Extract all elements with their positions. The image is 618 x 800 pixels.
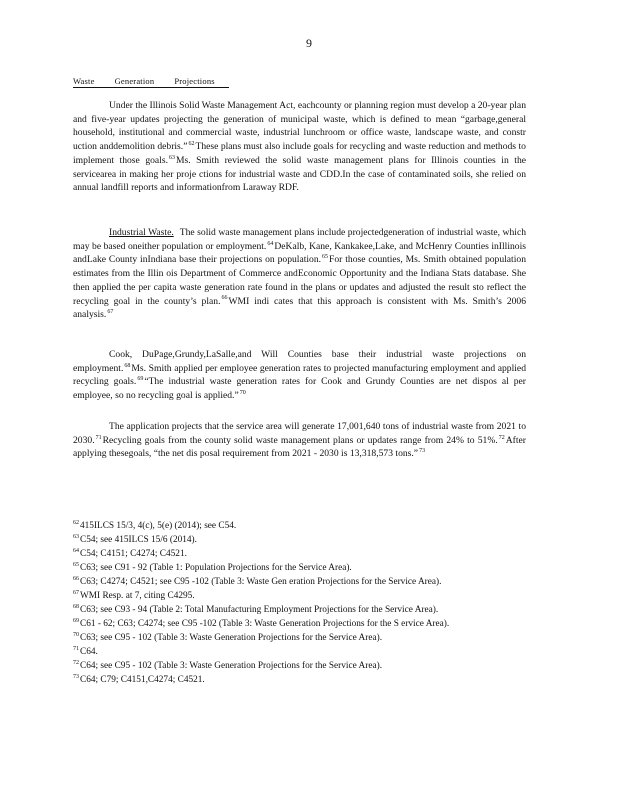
footnote-ref: 73 <box>419 448 426 455</box>
footnote-ref: 64 <box>267 240 274 247</box>
footnote <box>73 561 526 575</box>
paragraph-text: Ms. Smith reviewed the solid waste management plans for Illinois counties in the servicearea in making her proje ctions for industrial waste and CDD.In the case of contaminated soils, she relied on annual landfill reports and informationfrom Laraway RDF. <box>73 154 526 194</box>
footnote-number: 67 <box>73 589 79 596</box>
footnote-number: 72 <box>73 659 79 666</box>
footnote-text: C64. <box>80 647 98 657</box>
footnote-ref: 70 <box>239 389 246 396</box>
footnote-text: C64; C79; C4151,C4274; C4521. <box>80 675 205 685</box>
section-heading-word-waste: Waste <box>73 76 95 86</box>
paragraph-text: “The industrial waste generation rates for Cook and Grundy Counties are net dispos al per employee, so no recycling goal is applied.” <box>73 376 526 402</box>
footnote-ref: 67 <box>107 309 114 316</box>
footnote-number: 69 <box>73 617 79 624</box>
footnote-number: 70 <box>73 631 79 638</box>
footnote-ref: 71 <box>95 434 102 441</box>
footnote-ref: 69 <box>137 376 144 383</box>
footnote <box>73 519 526 533</box>
footnote-text: 415ILCS 15/3, 4(c), 5(e) (2014); see C54. <box>80 521 237 531</box>
paragraph-text: Ms. Smith applied per employee generation rates to projected manufacturing employment and applied recycling goals. <box>73 362 526 388</box>
paragraph-text: Under the Illinois Solid Waste Management Act, eachcounty or planning region must develop a 20-year plan and five-year updates projecting the generation of municipal waste, which is defined to mean “garbage,general household, institutional and commercial waste, industrial lunchroom or office waste, landscape waste, and constr uction anddemolition debris.” <box>73 100 526 153</box>
footnote-text: C61 - 62; C63; C4274; see C95 -102 (Table 3: Waste Generation Projections for the S ervice Area). <box>80 619 450 629</box>
footnote-ref: 66 <box>221 295 228 302</box>
footnote-number: 64 <box>73 547 79 554</box>
paragraph-industrial-waste <box>73 226 526 322</box>
paragraph-application-projects <box>73 420 526 461</box>
section-heading-word-projections: Projections <box>174 76 215 86</box>
paragraph-text: WMI indi cates that this approach is consistent with Ms. Smith’s 2006 analysis. <box>73 295 527 321</box>
industrial-waste-subheading: Industrial Waste. <box>109 227 174 238</box>
footnote-text: C63; see C93 - 94 (Table 2: Total Manufacturing Employment Projections for the Service Area). <box>80 605 439 615</box>
paragraph-text: For those counties, Ms. Smith obtained population estimates from the Illin ois Department of Commerce andEconomic Opportunity and the Indiana Stats database. She then applied the per capita waste generation rate found in the plans or updates and adjusted the result sto reflect the recycling goal in the county’s plan. <box>73 254 526 307</box>
footnote-text: C63; see C95 - 102 (Table 3: Waste Generation Projections for the Service Area). <box>80 633 383 643</box>
paragraph-text: Recycling goals from the county solid waste management plans or updates range from 24% to 51%. <box>102 434 498 446</box>
footnote-number: 62 <box>73 519 79 526</box>
paragraph-text: After applying thesegoals, “the net dis posal requirement from 2021 - 2030 is 13,318,573 tons.” <box>73 434 526 460</box>
footnote-ref: 62 <box>188 140 195 147</box>
footnote-text: C63; C4274; C4521; see C95 -102 (Table 3: Waste Gen eration Projections for the Service Area). <box>80 577 442 587</box>
footnote-text: C54; see 415ILCS 15/6 (2014). <box>80 535 197 545</box>
footnote-text: C63; see C91 - 92 (Table 1: Population Projections for the Service Area). <box>80 563 352 573</box>
footnote <box>73 575 526 589</box>
paragraph-employment-counties <box>73 348 526 403</box>
section-heading <box>73 76 229 88</box>
paragraph-text: DeKalb, Kane, Kankakee,Lake, and McHenry Counties inIllinois andLake County inIndiana base their projections on population. <box>73 240 526 266</box>
footnote-number: 71 <box>73 645 79 652</box>
footnote-number: 66 <box>73 575 79 582</box>
footnote-ref: 68 <box>124 362 131 369</box>
footnote <box>73 547 526 561</box>
footnote-ref: 65 <box>322 254 329 261</box>
footnote-text: C54; C4151; C4274; C4521. <box>80 549 187 559</box>
footnote <box>73 645 526 659</box>
paragraph-text: The application projects that the service area will generate 17,001,640 tons of industrial waste from 2021 to 2030. <box>73 421 526 446</box>
footnote <box>73 533 526 547</box>
page-number: 9 <box>306 36 312 50</box>
footnote-ref: 72 <box>498 434 505 441</box>
footnote-number: 73 <box>73 673 79 680</box>
paragraph-text: These plans must also include goals for recycling and waste reduction and methods to implement those goals. <box>73 141 526 166</box>
paragraph-text: The solid waste management plans include projectedgeneration of industrial waste, which may be based oneither population or employment. <box>73 227 526 252</box>
footnote-number: 68 <box>73 603 79 610</box>
section-heading-word-generation: Generation <box>114 76 155 86</box>
footnote <box>73 631 526 645</box>
footnote-text: WMI Resp. at 7, citing C4295. <box>80 591 195 601</box>
footnote-number: 63 <box>73 533 79 540</box>
paragraph-illinois-act <box>73 99 526 195</box>
footnotes-list <box>73 519 526 687</box>
footnote-ref: 63 <box>168 154 175 161</box>
footnote-number: 65 <box>73 561 79 568</box>
footnote-text: C64; see C95 - 102 (Table 3: Waste Generation Projections for the Service Area). <box>80 661 383 671</box>
footnote <box>73 589 526 603</box>
footnote <box>73 659 526 673</box>
footnote <box>73 603 526 617</box>
footnote <box>73 617 526 631</box>
paragraph-text: Cook, DuPage,Grundy,LaSalle,and Will Counties base their industrial waste projections on employment. <box>73 349 526 374</box>
footnote <box>73 673 526 687</box>
